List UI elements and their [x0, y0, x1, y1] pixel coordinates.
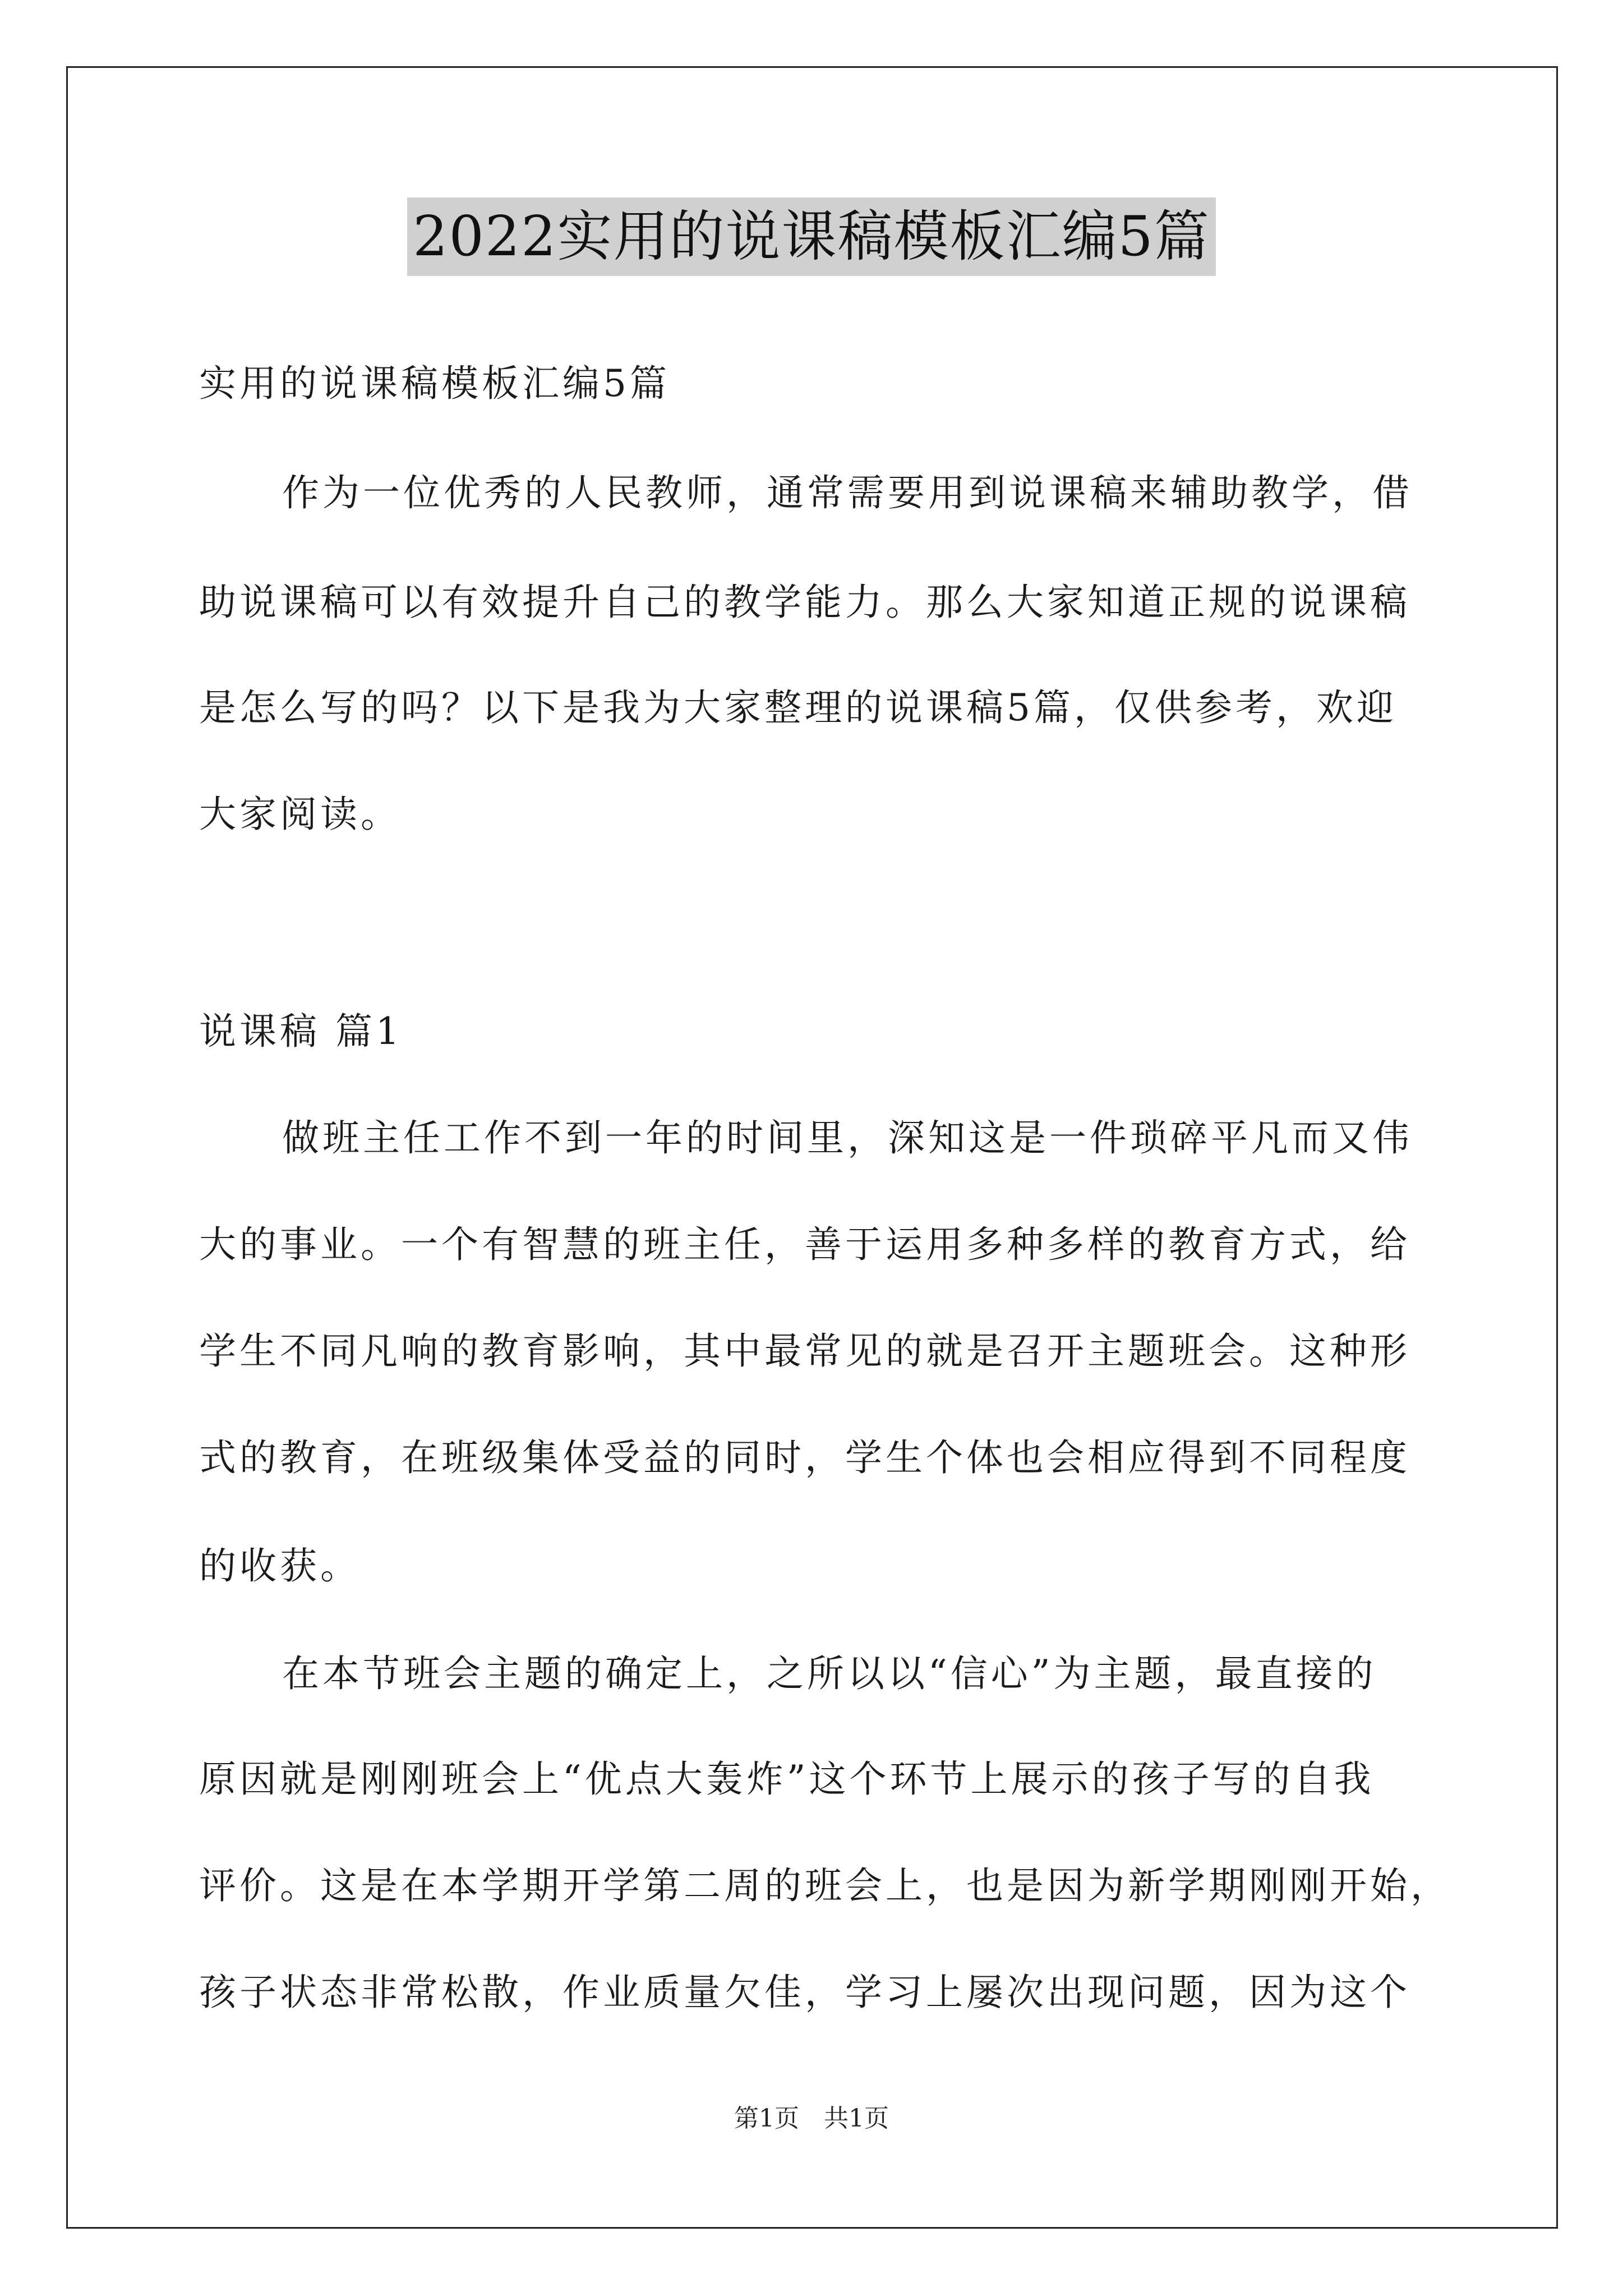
- para2-line-1: 在本节班会主题的确定上，之所以以“信心”为主题，最直接的: [282, 1652, 1377, 1695]
- intro-line-2: 助说课稿可以有效提升自己的教学能力。那么大家知道正规的说课稿: [199, 581, 1410, 624]
- title-container: [0, 197, 1623, 276]
- document-title: 2022实用的说课稿模板汇编5篇: [407, 197, 1216, 276]
- intro-line-4: 大家阅读。: [199, 793, 401, 836]
- para1-line-3: 学生不同凡响的教育影响，其中最常见的就是召开主题班会。这种形: [199, 1329, 1410, 1373]
- para1-line-1: 做班主任工作不到一年的时间里，深知这是一件琐碎平凡而又伟: [282, 1116, 1413, 1159]
- intro-line-3: 是怎么写的吗？以下是我为大家整理的说课稿5篇，仅供参考，欢迎: [199, 686, 1397, 729]
- subtitle: 实用的说课稿模板汇编5篇: [199, 362, 670, 405]
- para1-line-5: 的收获。: [199, 1544, 361, 1588]
- para2-line-2: 原因就是刚刚班会上“优点大轰炸”这个环节上展示的孩子写的自我: [199, 1757, 1375, 1801]
- para1-line-2: 大的事业。一个有智慧的班主任，善于运用多种多样的教育方式，给: [199, 1223, 1410, 1266]
- page-footer: 第1页 共1页: [734, 2104, 889, 2133]
- para1-line-4: 式的教育，在班级集体受益的同时，学生个体也会相应得到不同程度: [199, 1436, 1410, 1479]
- section-heading: 说课稿 篇1: [199, 1010, 403, 1053]
- para2-line-4: 孩子状态非常松散，作业质量欠佳，学习上屡次出现问题，因为这个: [199, 1971, 1410, 2014]
- para2-line-3: 评价。这是在本学期开学第二周的班会上，也是因为新学期刚刚开始，: [199, 1864, 1451, 1907]
- intro-line-1: 作为一位优秀的人民教师，通常需要用到说课稿来辅助教学，借: [282, 471, 1413, 514]
